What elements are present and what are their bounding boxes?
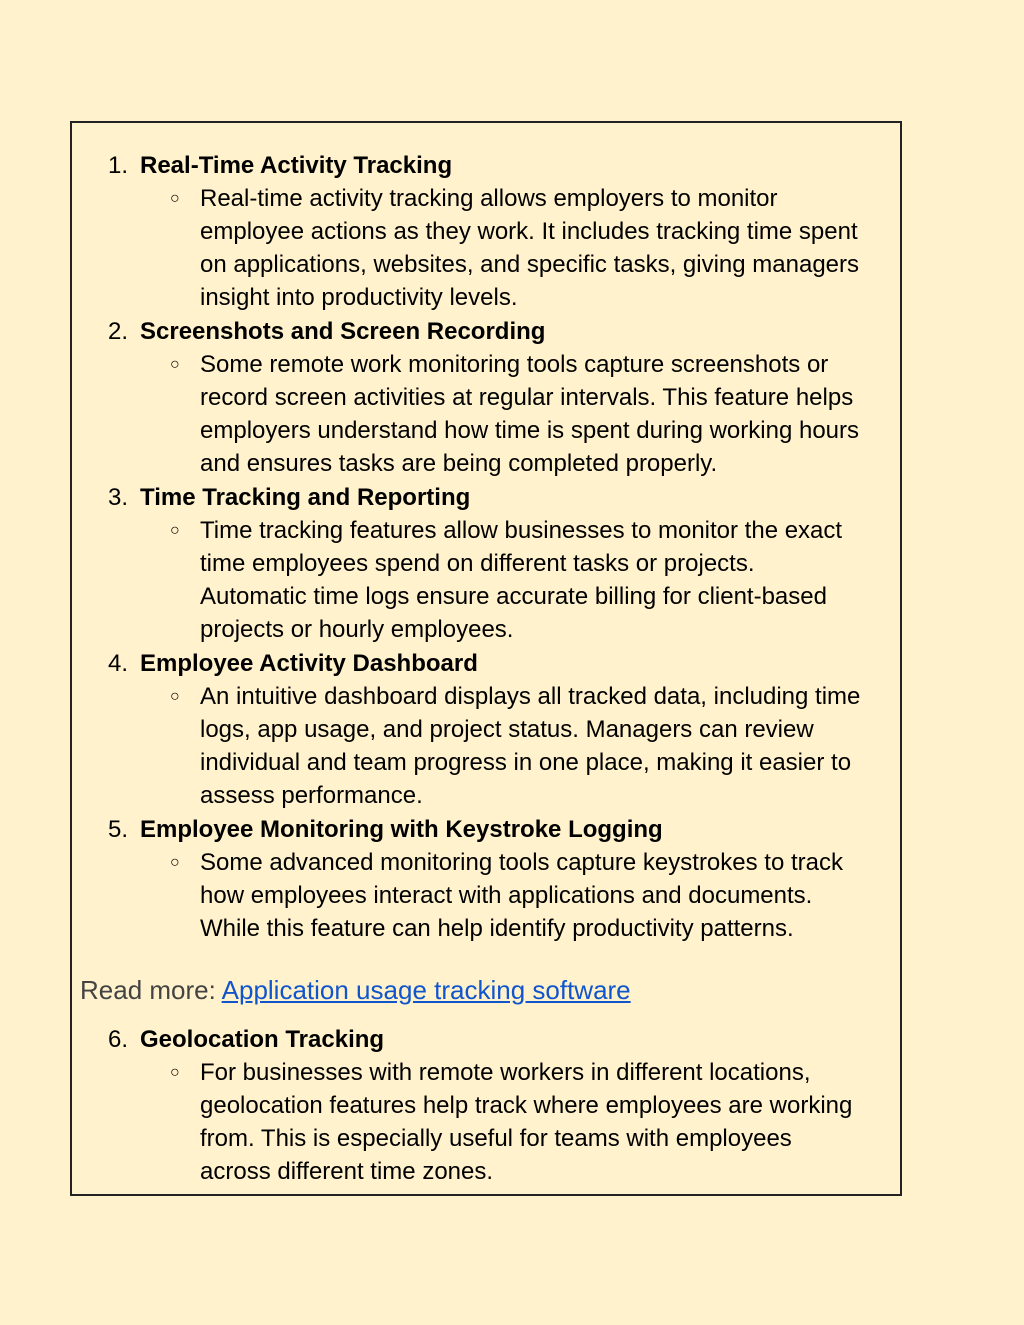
list-number: 4.: [108, 650, 129, 677]
item-description-line: on applications, websites, and specific tasks, giving managers: [200, 251, 860, 278]
item-heading: Time Tracking and Reporting: [140, 484, 471, 511]
bullet-icon: ○: [170, 1064, 180, 1081]
item-heading: Employee Monitoring with Keystroke Logging: [140, 816, 663, 843]
item-description-line: insight into productivity levels.: [200, 284, 518, 311]
bullet-icon: ○: [170, 854, 180, 871]
list-number: 5.: [108, 816, 129, 843]
bullet-icon: ○: [170, 688, 180, 705]
item-description-line: Time tracking features allow businesses to monitor the exact: [200, 517, 843, 544]
item-description-line: Some advanced monitoring tools capture keystrokes to track: [200, 849, 843, 876]
read-more-label: Read more:: [80, 975, 222, 1005]
read-more-line: [80, 972, 631, 1008]
item-description-line: logs, app usage, and project status. Managers can review: [200, 716, 814, 743]
bullet-icon: ○: [170, 356, 180, 373]
item-heading: Geolocation Tracking: [140, 1026, 385, 1053]
item-heading: Employee Activity Dashboard: [140, 650, 478, 677]
list-number: 3.: [108, 484, 129, 511]
item-description-line: time employees spend on different tasks or projects.: [200, 550, 755, 577]
list-number: 1.: [108, 152, 129, 179]
item-description-line: For businesses with remote workers in different locations,: [200, 1059, 811, 1086]
item-description-line: employee actions as they work. It includes tracking time spent: [200, 218, 858, 245]
item-heading: Real-Time Activity Tracking: [140, 152, 453, 179]
item-description-line: projects or hourly employees.: [200, 616, 514, 643]
item-description-line: Automatic time logs ensure accurate billing for client-based: [200, 583, 827, 610]
item-description-line: While this feature can help identify productivity patterns.: [200, 915, 794, 942]
item-description-line: Some remote work monitoring tools capture screenshots or: [200, 351, 829, 378]
item-description-line: across different time zones.: [200, 1158, 494, 1185]
item-description-line: Real-time activity tracking allows employers to monitor: [200, 185, 778, 212]
bullet-icon: ○: [170, 522, 180, 539]
item-description-line: record screen activities at regular intervals. This feature helps: [200, 384, 854, 411]
list-number: 6.: [108, 1026, 129, 1053]
item-description-line: individual and team progress in one place, making it easier to: [200, 749, 852, 776]
item-description-line: An intuitive dashboard displays all tracked data, including time: [200, 683, 861, 710]
bullet-icon: ○: [170, 190, 180, 207]
item-description-line: assess performance.: [200, 782, 423, 809]
item-description-line: how employees interact with applications and documents.: [200, 882, 813, 909]
item-description-line: geolocation features help track where employees are working: [200, 1092, 853, 1119]
list-number: 2.: [108, 318, 129, 345]
item-description-line: and ensures tasks are being completed properly.: [200, 450, 718, 477]
item-description-line: employers understand how time is spent during working hours: [200, 417, 860, 444]
read-more-link[interactable]: Application usage tracking software: [221, 975, 631, 1005]
item-description-line: from. This is especially useful for teams with employees: [200, 1125, 792, 1152]
item-heading: Screenshots and Screen Recording: [140, 318, 546, 345]
